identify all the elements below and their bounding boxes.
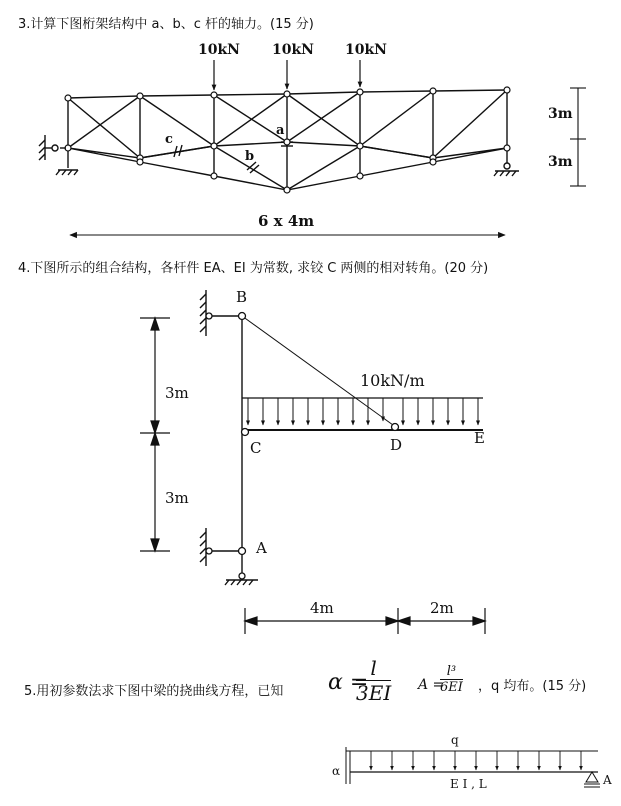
span-label: 6 x 4m: [258, 212, 315, 230]
diagonal: [360, 91, 433, 146]
right-support: [494, 151, 519, 176]
left-support: [39, 135, 78, 175]
q5-support-label: A: [603, 773, 612, 787]
question-3-text: 3.计算下图桁架结构中 a、b、c 杆的轴力。(15 分): [18, 17, 314, 32]
frame-diagram: [200, 290, 483, 585]
point-label-C: C: [250, 439, 262, 457]
A-numerator: l³: [440, 664, 463, 680]
point-label-B: B: [236, 288, 248, 306]
diagonal: [68, 96, 140, 148]
diagonal: [287, 94, 360, 146]
distributed-load: [248, 398, 478, 425]
alpha-numerator: l: [356, 656, 391, 681]
frame-height-bottom: 3m: [165, 489, 189, 507]
bar-label-c: c: [165, 132, 173, 147]
hinge-C: [242, 429, 249, 436]
question-5-text-prefix: 5.用初参数法求下图中梁的挠曲线方程，已知: [24, 684, 284, 699]
alpha-symbol: α =: [328, 670, 369, 695]
diagonal: [360, 146, 433, 158]
question-5-text-suffix: ，q 均布。(15 分): [478, 679, 587, 694]
point-label-E: E: [474, 429, 485, 447]
q5-distributed-load: [371, 751, 581, 770]
q5-beam-label: E I , L: [450, 777, 487, 791]
truss-loads: [214, 60, 360, 90]
q5-support: [584, 772, 600, 787]
height-label-bottom: 3m: [548, 154, 573, 170]
alpha-denominator: 3EI: [356, 681, 392, 705]
load-label-1: 10kN: [198, 42, 240, 58]
load-label-2: 10kN: [272, 42, 314, 58]
question-4-text: 4.下图所示的组合结构，各杆件 EA、EI 为常数, 求铰 C 两侧的相对转角。(20 分): [18, 261, 489, 276]
diagonal: [140, 96, 214, 146]
bar-label-a: a: [276, 123, 285, 138]
A-denominator: 6EI: [440, 680, 463, 695]
A-equation: A =: [418, 677, 445, 693]
q5-left-label: α: [332, 764, 341, 778]
frame-hinges: [206, 313, 399, 580]
truss-height-dimension: [570, 88, 586, 186]
load-label-q4: 10kN/m: [360, 371, 425, 390]
frame-height-dimension: [140, 318, 170, 551]
point-label-D: D: [390, 436, 403, 454]
span-label-4m: 4m: [310, 599, 334, 617]
hinge-D: [392, 424, 399, 431]
diagonal: [433, 90, 507, 158]
frame-height-top: 3m: [165, 384, 189, 402]
load-label-3: 10kN: [345, 42, 387, 58]
span-label-2m: 2m: [430, 599, 454, 617]
cut-mark-c: [179, 145, 182, 156]
hinge-B: [239, 313, 246, 320]
diagonal: [287, 92, 360, 142]
point-label-A: A: [256, 539, 267, 557]
q5-load-label: q: [451, 733, 459, 747]
hinge-A: [239, 548, 246, 555]
bar-label-b: b: [245, 149, 255, 164]
height-label-top: 3m: [548, 106, 573, 122]
